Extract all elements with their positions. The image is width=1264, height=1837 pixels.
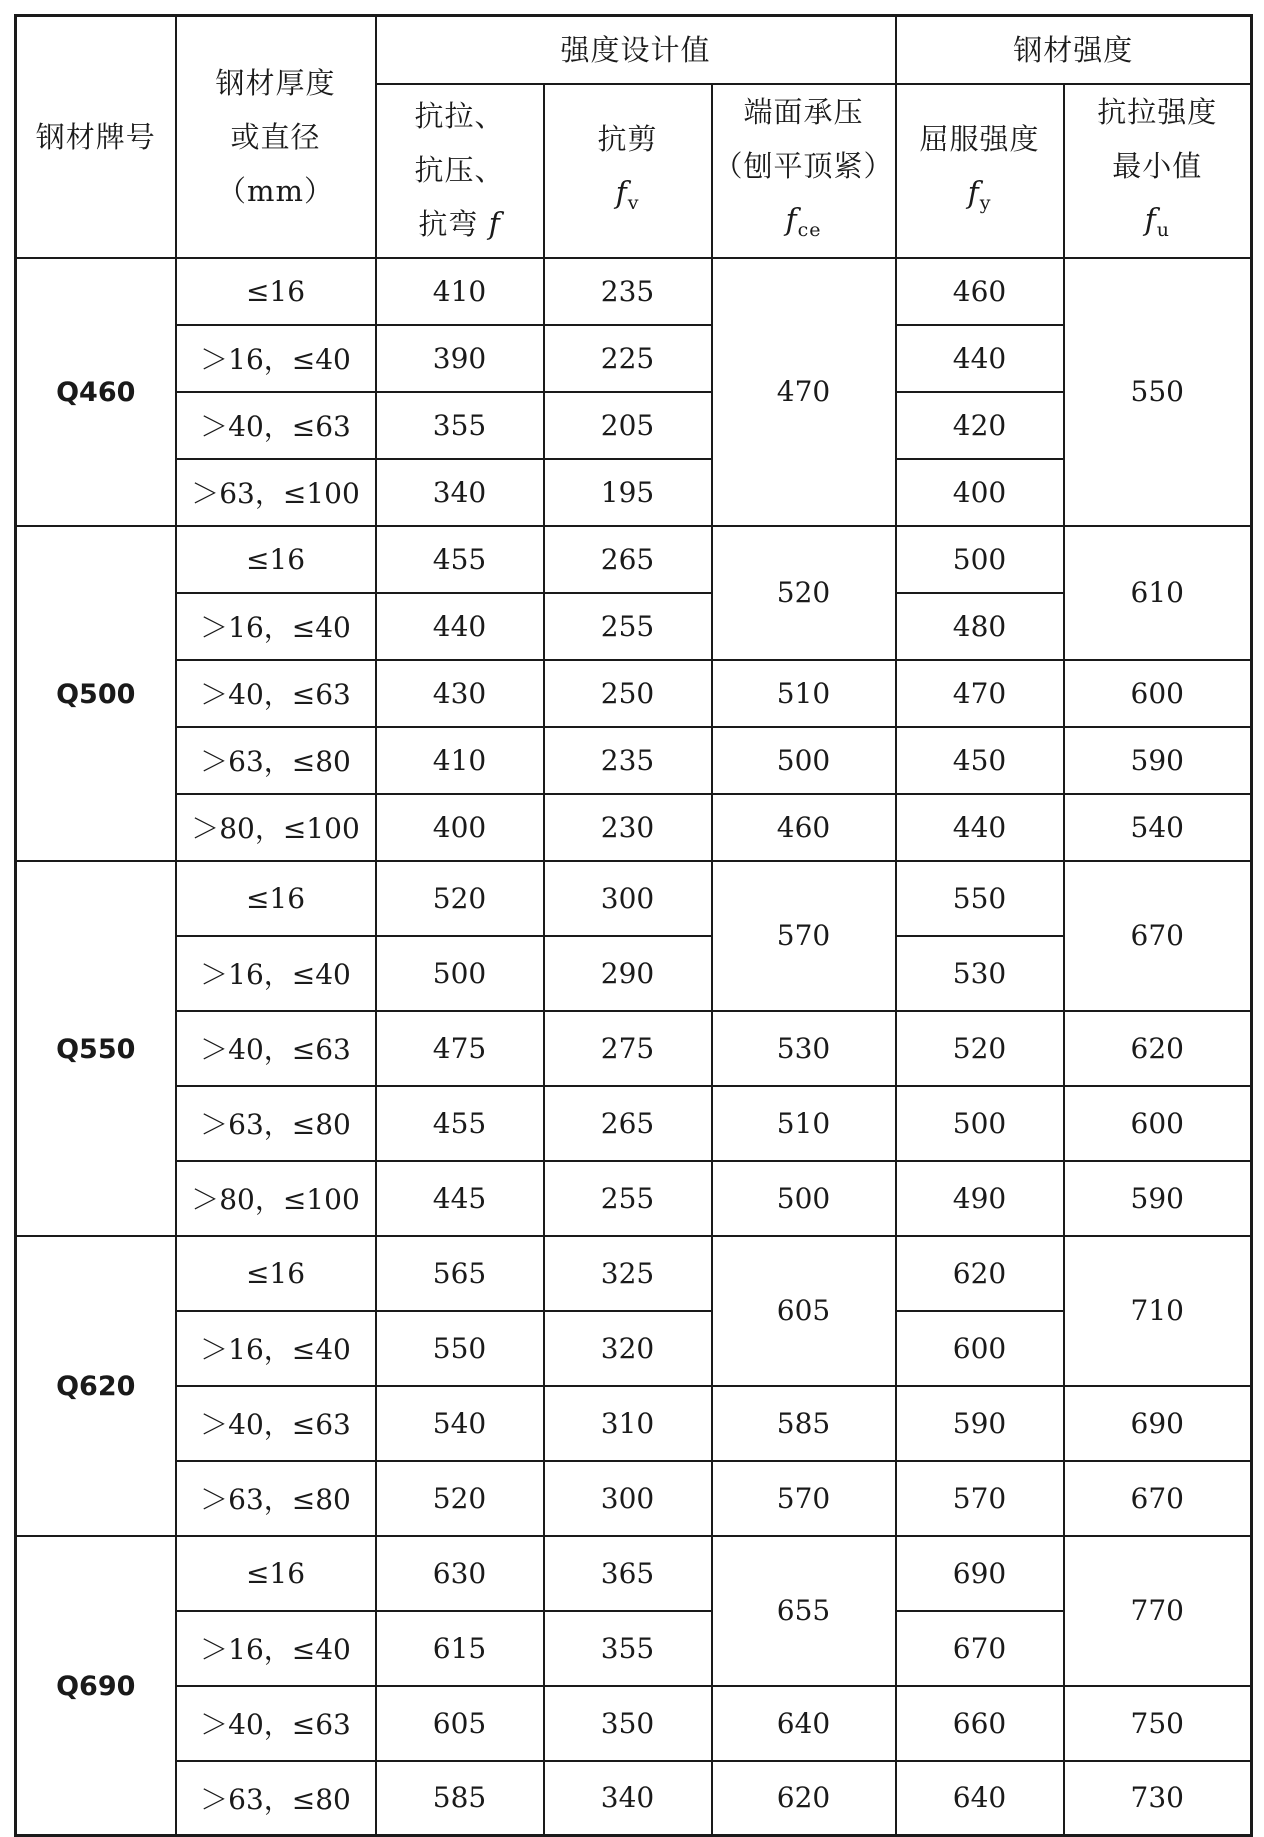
shear-value-cell: 230: [544, 794, 712, 861]
table-row: [16, 727, 1252, 794]
header-tension: 抗拉、 抗压、 抗弯 f: [376, 84, 544, 258]
thickness-cell: ＞63，≤80: [176, 727, 376, 794]
yield-value-cell: 570: [896, 1461, 1064, 1536]
shear-value-cell: 265: [544, 1086, 712, 1161]
bearing-value-cell: 510: [712, 1086, 896, 1161]
yield-value-cell: 470: [896, 660, 1064, 727]
grade-cell: Q500: [16, 526, 176, 861]
yield-value-cell: 500: [896, 526, 1064, 593]
thickness-cell: ≤16: [176, 1236, 376, 1311]
shear-value-cell: 265: [544, 526, 712, 593]
ultimate-value-cell: 670: [1064, 1461, 1252, 1536]
table-row: [16, 1011, 1252, 1086]
ultimate-value-cell: 590: [1064, 727, 1252, 794]
thickness-cell: ＞40，≤63: [176, 660, 376, 727]
header-ultimate: 抗拉强度 最小值 $f_u$: [1064, 84, 1252, 258]
table-row: [16, 1086, 1252, 1161]
shear-value-cell: 300: [544, 861, 712, 936]
yield-value-cell: 500: [896, 1086, 1064, 1161]
tension-value-cell: 630: [376, 1536, 544, 1611]
yield-value-cell: 620: [896, 1236, 1064, 1311]
thickness-cell: ＞40，≤63: [176, 1386, 376, 1461]
header-row-1: [16, 16, 1252, 84]
shear-value-cell: 325: [544, 1236, 712, 1311]
tension-value-cell: 605: [376, 1686, 544, 1761]
ultimate-value-cell: 550: [1064, 258, 1252, 526]
thickness-cell: ≤16: [176, 861, 376, 936]
table-row: [16, 1461, 1252, 1536]
header-yield: 屈服强度 $f_y$: [896, 84, 1064, 258]
grade-cell: Q460: [16, 258, 176, 526]
thickness-cell: ≤16: [176, 526, 376, 593]
table-row: [16, 258, 1252, 325]
bearing-value-cell: 655: [712, 1536, 896, 1686]
yield-value-cell: 640: [896, 1761, 1064, 1836]
shear-value-cell: 205: [544, 392, 712, 459]
tension-value-cell: 565: [376, 1236, 544, 1311]
yield-value-cell: 600: [896, 1311, 1064, 1386]
shear-value-cell: 235: [544, 727, 712, 794]
header-shear: 抗剪 $f_v$: [544, 84, 712, 258]
yield-value-cell: 460: [896, 258, 1064, 325]
header-design-strength: 强度设计值: [376, 16, 896, 84]
shear-value-cell: 310: [544, 1386, 712, 1461]
tension-value-cell: 475: [376, 1011, 544, 1086]
ultimate-value-cell: 620: [1064, 1011, 1252, 1086]
shear-value-cell: 300: [544, 1461, 712, 1536]
tension-value-cell: 445: [376, 1161, 544, 1236]
bearing-value-cell: 520: [712, 526, 896, 660]
ultimate-value-cell: 750: [1064, 1686, 1252, 1761]
bearing-value-cell: 570: [712, 1461, 896, 1536]
tension-value-cell: 400: [376, 794, 544, 861]
ultimate-value-cell: 600: [1064, 660, 1252, 727]
table-row: [16, 1761, 1252, 1836]
yield-value-cell: 660: [896, 1686, 1064, 1761]
thickness-cell: ≤16: [176, 258, 376, 325]
ultimate-value-cell: 670: [1064, 861, 1252, 1011]
thickness-cell: ＞40，≤63: [176, 1011, 376, 1086]
tension-value-cell: 520: [376, 1461, 544, 1536]
tension-value-cell: 410: [376, 258, 544, 325]
yield-value-cell: 400: [896, 459, 1064, 526]
ultimate-value-cell: 600: [1064, 1086, 1252, 1161]
shear-value-cell: 290: [544, 936, 712, 1011]
shear-value-cell: 365: [544, 1536, 712, 1611]
steel-strength-table: [14, 14, 1253, 1837]
thickness-cell: ≤16: [176, 1536, 376, 1611]
table-row: [16, 1686, 1252, 1761]
bearing-value-cell: 500: [712, 727, 896, 794]
table-row: [16, 526, 1252, 593]
thickness-cell: ＞16，≤40: [176, 325, 376, 392]
thickness-cell: ＞16，≤40: [176, 936, 376, 1011]
yield-value-cell: 670: [896, 1611, 1064, 1686]
header-steel-strength: 钢材强度: [896, 16, 1252, 84]
ultimate-value-cell: 540: [1064, 794, 1252, 861]
table-row: [16, 861, 1252, 936]
ultimate-value-cell: 590: [1064, 1161, 1252, 1236]
bearing-value-cell: 510: [712, 660, 896, 727]
shear-value-cell: 340: [544, 1761, 712, 1836]
shear-value-cell: 255: [544, 1161, 712, 1236]
thickness-cell: ＞80，≤100: [176, 794, 376, 861]
yield-value-cell: 420: [896, 392, 1064, 459]
yield-value-cell: 590: [896, 1386, 1064, 1461]
table-row: [16, 1536, 1252, 1611]
shear-value-cell: 235: [544, 258, 712, 325]
yield-value-cell: 520: [896, 1011, 1064, 1086]
bearing-value-cell: 605: [712, 1236, 896, 1386]
thickness-cell: ＞16，≤40: [176, 1311, 376, 1386]
shear-value-cell: 320: [544, 1311, 712, 1386]
thickness-cell: ＞40，≤63: [176, 392, 376, 459]
tension-value-cell: 615: [376, 1611, 544, 1686]
bearing-value-cell: 640: [712, 1686, 896, 1761]
bearing-value-cell: 530: [712, 1011, 896, 1086]
ultimate-value-cell: 710: [1064, 1236, 1252, 1386]
yield-value-cell: 690: [896, 1536, 1064, 1611]
shear-value-cell: 275: [544, 1011, 712, 1086]
tension-value-cell: 355: [376, 392, 544, 459]
bearing-value-cell: 500: [712, 1161, 896, 1236]
bearing-value-cell: 470: [712, 258, 896, 526]
header-grade: 钢材牌号: [16, 16, 176, 258]
yield-value-cell: 550: [896, 861, 1064, 936]
thickness-cell: ＞63，≤100: [176, 459, 376, 526]
header-bearing: 端面承压 （刨平顶紧） $f_{ce}$: [712, 84, 896, 258]
yield-value-cell: 450: [896, 727, 1064, 794]
tension-value-cell: 585: [376, 1761, 544, 1836]
tension-value-cell: 455: [376, 526, 544, 593]
tension-value-cell: 540: [376, 1386, 544, 1461]
table-row: [16, 1236, 1252, 1311]
ultimate-value-cell: 770: [1064, 1536, 1252, 1686]
thickness-cell: ＞40，≤63: [176, 1686, 376, 1761]
ultimate-value-cell: 610: [1064, 526, 1252, 660]
table-row: [16, 1386, 1252, 1461]
thickness-cell: ＞16，≤40: [176, 593, 376, 660]
yield-value-cell: 440: [896, 794, 1064, 861]
yield-value-cell: 530: [896, 936, 1064, 1011]
thickness-cell: ＞63，≤80: [176, 1461, 376, 1536]
bearing-value-cell: 570: [712, 861, 896, 1011]
grade-cell: Q690: [16, 1536, 176, 1836]
shear-value-cell: 250: [544, 660, 712, 727]
tension-value-cell: 500: [376, 936, 544, 1011]
tension-value-cell: 550: [376, 1311, 544, 1386]
table-row: [16, 794, 1252, 861]
yield-value-cell: 480: [896, 593, 1064, 660]
tension-value-cell: 340: [376, 459, 544, 526]
thickness-cell: ＞80，≤100: [176, 1161, 376, 1236]
shear-value-cell: 195: [544, 459, 712, 526]
yield-value-cell: 490: [896, 1161, 1064, 1236]
tension-value-cell: 430: [376, 660, 544, 727]
yield-value-cell: 440: [896, 325, 1064, 392]
tension-value-cell: 520: [376, 861, 544, 936]
tension-value-cell: 390: [376, 325, 544, 392]
grade-cell: Q620: [16, 1236, 176, 1536]
bearing-value-cell: 620: [712, 1761, 896, 1836]
thickness-cell: ＞63，≤80: [176, 1761, 376, 1836]
bearing-value-cell: 585: [712, 1386, 896, 1461]
tension-value-cell: 410: [376, 727, 544, 794]
shear-value-cell: 255: [544, 593, 712, 660]
table-row: [16, 1161, 1252, 1236]
shear-value-cell: 355: [544, 1611, 712, 1686]
grade-cell: Q550: [16, 861, 176, 1236]
header-thickness: 钢材厚度 或直径 （mm）: [176, 16, 376, 258]
shear-value-cell: 225: [544, 325, 712, 392]
tension-value-cell: 455: [376, 1086, 544, 1161]
steel-strength-table-container: [14, 14, 1250, 1822]
shear-value-cell: 350: [544, 1686, 712, 1761]
ultimate-value-cell: 730: [1064, 1761, 1252, 1836]
thickness-cell: ＞63，≤80: [176, 1086, 376, 1161]
ultimate-value-cell: 690: [1064, 1386, 1252, 1461]
thickness-cell: ＞16，≤40: [176, 1611, 376, 1686]
table-row: [16, 660, 1252, 727]
bearing-value-cell: 460: [712, 794, 896, 861]
tension-value-cell: 440: [376, 593, 544, 660]
